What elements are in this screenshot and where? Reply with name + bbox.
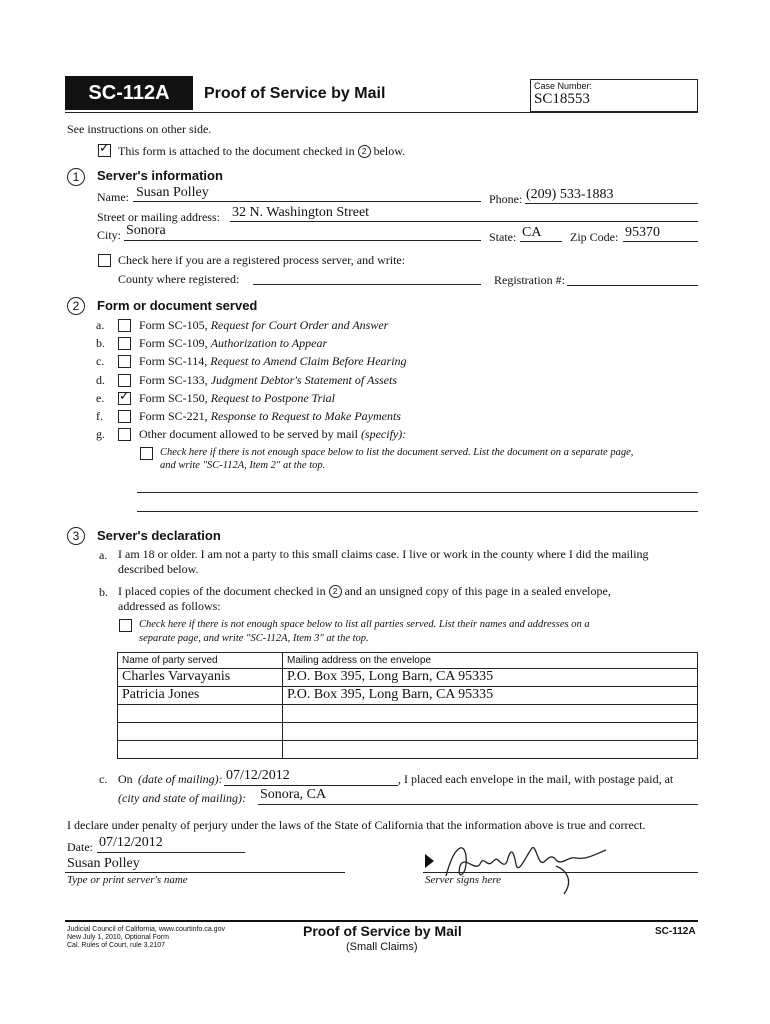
other-document-line-1[interactable]: [137, 492, 698, 493]
party-address-cell[interactable]: [283, 723, 698, 741]
signature-image: [436, 836, 616, 896]
document-overflow-note-line2: and write "SC-112A, Item 2" at the top.: [160, 460, 326, 471]
document-item-desc: Request to Amend Claim Before Hearing: [210, 354, 407, 369]
document-item-desc: Request for Court Order and Answer: [210, 318, 389, 332]
document-overflow-checkbox[interactable]: [140, 447, 153, 460]
mailing-date-value[interactable]: 07/12/2012: [226, 768, 290, 783]
document-item-label: [139, 354, 407, 369]
server-name-line: [65, 872, 345, 873]
footer-title: Proof of Service by Mail: [303, 923, 462, 939]
zip-label: Zip Code:: [570, 230, 619, 244]
table-row: [118, 669, 698, 687]
document-item-desc: Judgment Debtor's Statement of Assets: [210, 372, 398, 387]
item-b-after: and an unsigned copy of this page in a sealed envelope,: [344, 584, 611, 598]
item-a-line1: I am 18 or older. I am not a party to this small claims case. I live or work in the county where I did the mailing: [118, 547, 649, 561]
table-row: [118, 741, 698, 759]
county-label: County where registered:: [118, 272, 240, 286]
party-address-cell[interactable]: [283, 741, 698, 759]
document-item-label: [139, 318, 388, 333]
document-overflow-note: [160, 446, 633, 472]
party-name-cell[interactable]: [118, 723, 283, 741]
item-a-line2: described below.: [118, 562, 199, 576]
attached-text-before: This form is attached to the document checked in: [118, 144, 355, 158]
mailing-city-label: (city and state of mailing):: [118, 791, 246, 805]
name-line: [133, 201, 481, 202]
document-item-desc: Response to Request to Make Payments: [210, 409, 401, 423]
registration-label: Registration #:: [494, 273, 565, 287]
document-item-label: [139, 391, 335, 406]
document-item-label: [139, 373, 397, 388]
item-a-text: [118, 547, 649, 577]
case-number-box[interactable]: [530, 79, 698, 112]
section-1-title: Server's information: [97, 168, 223, 183]
party-address-cell[interactable]: P.O. Box 395, Long Barn, CA 95335: [283, 669, 698, 687]
name-label: Name:: [97, 190, 129, 204]
table-row: [118, 705, 698, 723]
zip-line: [623, 241, 698, 242]
item-a-letter: a.: [99, 548, 108, 562]
party-name-cell[interactable]: [118, 741, 283, 759]
document-item-desc: (specify):: [360, 427, 407, 442]
table-row: [118, 687, 698, 705]
document-item-label: [139, 427, 406, 442]
document-item-form: Form SC-133,: [139, 372, 208, 387]
document-item-form: Form SC-105,: [139, 318, 208, 332]
document-item-letter: e.: [96, 390, 105, 405]
signature-line[interactable]: [423, 872, 698, 873]
footer-source-line2: New July 1, 2010, Optional Form: [67, 934, 169, 941]
document-item-desc: Authorization to Appear: [210, 336, 328, 351]
section-3-title: Server's declaration: [97, 528, 221, 543]
instructions-text: See instructions on other side.: [67, 122, 212, 136]
server-name-caption: Type or print server's name: [67, 874, 188, 886]
item-b-letter: b.: [99, 585, 108, 599]
section-2-title: Form or document served: [97, 298, 258, 313]
document-item-form: Form SC-221,: [139, 409, 208, 423]
city-line: [124, 240, 481, 241]
document-item-checkbox[interactable]: [118, 319, 131, 332]
header-rule: [65, 112, 698, 113]
city-label: City:: [97, 228, 122, 242]
table-row: [118, 723, 698, 741]
city-value[interactable]: Sonora: [126, 223, 166, 238]
zip-value[interactable]: 95370: [625, 225, 660, 240]
document-overflow-note-line1: Check here if there is not enough space below to list the document served. List the document on a separate page,: [160, 447, 634, 458]
item-b-line2: addressed as follows:: [118, 599, 221, 613]
mailing-city-value[interactable]: Sonora, CA: [260, 787, 327, 802]
street-line: [230, 221, 698, 222]
street-value[interactable]: 32 N. Washington Street: [232, 205, 370, 220]
document-item-checkbox[interactable]: [118, 428, 131, 441]
item-b-before: I placed copies of the document checked in: [118, 584, 326, 598]
document-item-letter: f.: [96, 409, 103, 423]
form-title: Proof of Service by Mail: [204, 85, 386, 102]
street-label: Street or mailing address:: [97, 210, 220, 224]
parties-overflow-checkbox[interactable]: [119, 619, 132, 632]
footer-rule: [65, 920, 698, 922]
registered-server-checkbox[interactable]: [98, 254, 111, 267]
footer-source-line1: Judicial Council of California, www.courtinfo.ca.gov: [67, 926, 225, 933]
case-number-label: Case Number:: [534, 81, 593, 91]
other-document-line-2[interactable]: [137, 511, 698, 512]
document-item-checkbox[interactable]: [118, 410, 131, 423]
county-line[interactable]: [253, 284, 481, 285]
section-ref-circle-b: 2: [329, 585, 342, 598]
footer-subtitle: (Small Claims): [346, 941, 418, 953]
form-code-badge: SC-112A: [65, 76, 193, 110]
party-name-cell[interactable]: Charles Varvayanis: [118, 669, 283, 687]
server-printed-name[interactable]: Susan Polley: [67, 856, 140, 871]
document-item-letter: g.: [96, 427, 105, 442]
name-value[interactable]: Susan Polley: [136, 185, 209, 200]
party-name-cell[interactable]: [118, 705, 283, 723]
document-item-letter: c.: [96, 354, 105, 369]
document-item-desc: Request to Postpone Trial: [210, 390, 336, 405]
phone-label: Phone:: [489, 192, 523, 206]
signature-caption: Server signs here: [425, 874, 501, 886]
section-1-number: 1: [67, 168, 85, 186]
document-item-checkbox[interactable]: [118, 355, 131, 368]
parties-overflow-note: [139, 618, 590, 646]
parties-overflow-note-line1: Check here if there is not enough space below to list all parties served. List their names and addresses on a: [139, 619, 590, 630]
party-name-cell[interactable]: Patricia Jones: [118, 687, 283, 705]
item-c-letter: c.: [99, 772, 108, 786]
document-item-form: Form SC-150,: [139, 390, 208, 405]
declaration-date-label: Date:: [67, 840, 93, 854]
state-label: State:: [489, 230, 517, 244]
item-c-after: , I placed each envelope in the mail, with postage paid, at: [398, 772, 674, 786]
document-item-letter: b.: [96, 336, 105, 351]
document-item-letter: d.: [96, 372, 105, 387]
mailing-date-line: [224, 785, 398, 786]
document-item-label: [139, 336, 327, 351]
phone-line: [525, 203, 698, 204]
section-ref-circle: 2: [358, 145, 371, 158]
attached-text: [118, 144, 405, 159]
item-b-line1: [118, 584, 611, 599]
party-address-cell[interactable]: P.O. Box 395, Long Barn, CA 95335: [283, 687, 698, 705]
document-item-form: Form SC-109,: [139, 336, 208, 351]
footer-source: [67, 926, 225, 950]
document-item-checkbox[interactable]: [118, 337, 131, 350]
footer-form-code: SC-112A: [655, 926, 696, 937]
section-3-number: 3: [67, 527, 85, 545]
document-item-letter: a.: [96, 318, 105, 332]
item-c-on: On: [118, 772, 133, 786]
declaration-date-value[interactable]: 07/12/2012: [99, 835, 163, 850]
item-b-text: [118, 584, 611, 614]
parties-overflow-note-line2: separate page, and write "SC-112A, Item 3" at the top.: [139, 633, 369, 644]
phone-value[interactable]: (209) 533-1883: [526, 187, 614, 202]
attached-text-after: below.: [373, 144, 406, 158]
document-item-checkbox[interactable]: [118, 374, 131, 387]
arrow-icon: [425, 854, 434, 868]
party-address-header: Mailing address on the envelope: [283, 653, 698, 669]
mailing-city-line: [258, 804, 698, 805]
declaration-date-line: [97, 852, 245, 853]
parties-table-header: [118, 653, 698, 669]
attached-checkbox[interactable]: [98, 144, 111, 157]
section-2-number: 2: [67, 297, 85, 315]
case-number-value: SC18553: [534, 91, 590, 107]
mailing-date-label: (date of mailing):: [138, 772, 223, 786]
parties-table: [117, 652, 698, 759]
party-name-header: Name of party served: [118, 653, 283, 669]
registration-line[interactable]: [567, 285, 698, 286]
footer-source-line3: Cal. Rules of Court, rule 3.2107: [67, 942, 166, 949]
registered-server-text: Check here if you are a registered process server, and write:: [118, 253, 406, 267]
document-item-label: [139, 409, 401, 424]
state-value[interactable]: CA: [522, 225, 542, 240]
party-address-cell[interactable]: [283, 705, 698, 723]
perjury-declaration: I declare under penalty of perjury under the laws of the State of California that the information above is true and correct.: [67, 818, 646, 832]
document-item-checkbox[interactable]: [118, 392, 131, 405]
state-line: [520, 241, 562, 242]
document-item-form: Other document allowed to be served by mail: [139, 427, 358, 442]
document-item-form: Form SC-114,: [139, 354, 208, 369]
